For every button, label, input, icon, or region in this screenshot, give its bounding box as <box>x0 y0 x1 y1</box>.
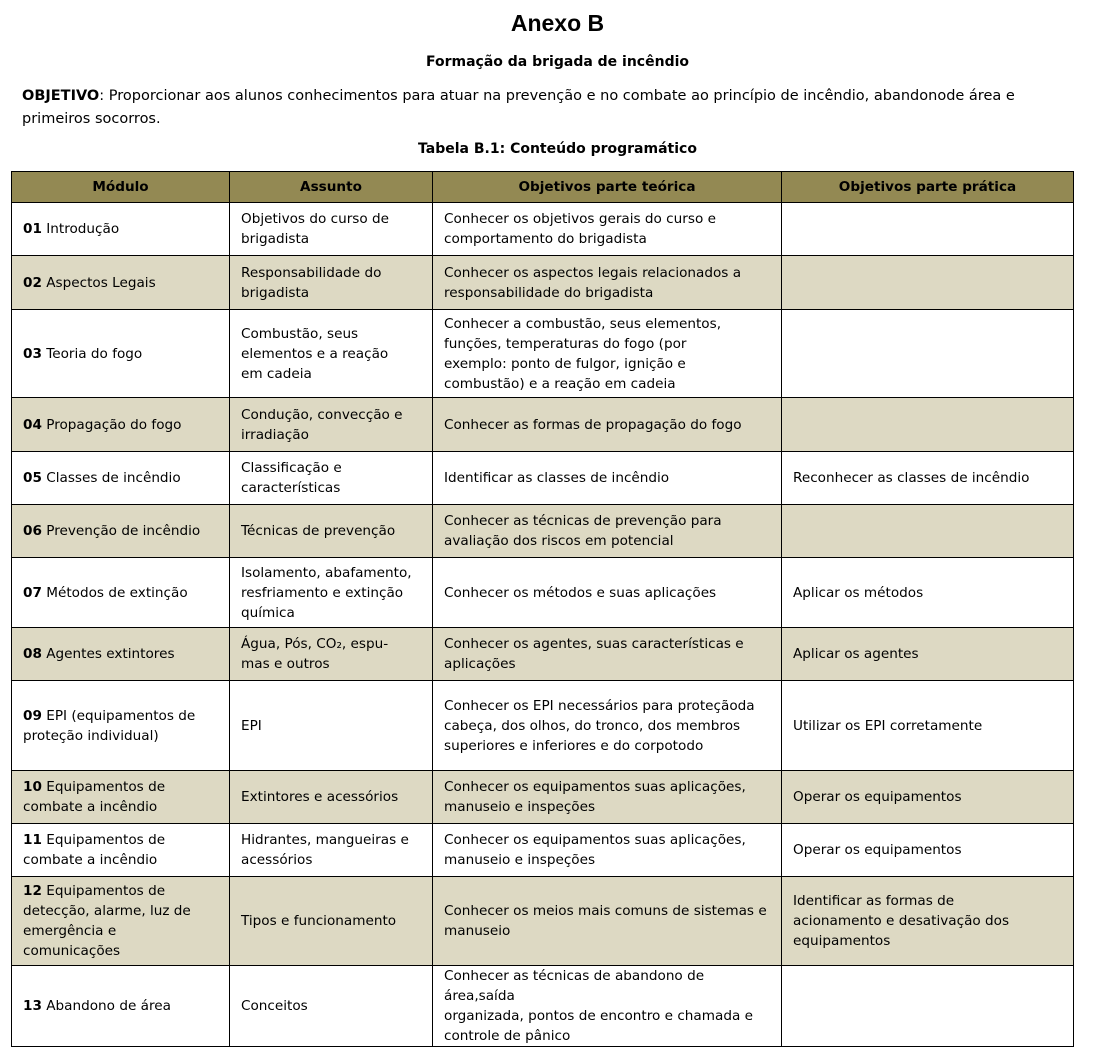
practice-objective-cell <box>782 256 1074 310</box>
theory-objective-cell: Conhecer os objetivos gerais do curso e comportamento do brigadista <box>433 203 782 256</box>
table-row <box>12 558 1074 628</box>
table-row <box>12 966 1074 1047</box>
table-row <box>12 681 1074 771</box>
module-number: 10 <box>23 779 42 795</box>
column-header-practice-objectives: Objetivos parte prática <box>782 172 1074 203</box>
subject-cell: Extintores e acessórios <box>230 771 433 824</box>
theory-objective-cell: Conhecer os agentes, suas características e aplicações <box>433 628 782 681</box>
practice-objective-cell: Utilizar os EPI corretamente <box>782 681 1074 771</box>
practice-objective-cell <box>782 398 1074 452</box>
practice-objective-cell: Reconhecer as classes de incêndio <box>782 452 1074 505</box>
subject-cell: Hidrantes, mangueiras e acessórios <box>230 824 433 877</box>
theory-objective-cell: Conhecer a combustão, seus elementos, funções, temperaturas do fogo (por exemplo: ponto de fulgor, ignição e combustão) e a reação em cadeia <box>433 310 782 398</box>
module-cell <box>12 628 230 681</box>
module-number: 12 <box>23 883 42 899</box>
module-cell <box>12 558 230 628</box>
objective-paragraph <box>22 85 1072 131</box>
subject-cell: Técnicas de prevenção <box>230 505 433 558</box>
subject-cell: Condução, convecção e irradiação <box>230 398 433 452</box>
column-header-theory-objectives: Objetivos parte teórica <box>433 172 782 203</box>
practice-objective-cell: Operar os equipamentos <box>782 824 1074 877</box>
subject-cell: Isolamento, abafamento, resfriamento e extinção química <box>230 558 433 628</box>
theory-objective-cell: Conhecer os EPI necessários para proteçãoda cabeça, dos olhos, do tronco, dos membros superiores e inferiores e do corpotodo <box>433 681 782 771</box>
module-cell <box>12 681 230 771</box>
subject-cell: Responsabilidade do brigadista <box>230 256 433 310</box>
module-name: Equipamentos de combate a incêndio <box>23 779 166 815</box>
module-cell <box>12 452 230 505</box>
module-number: 09 <box>23 707 42 724</box>
module-number: 03 <box>23 345 42 362</box>
module-number: 05 <box>23 470 42 486</box>
practice-objective-cell: Aplicar os métodos <box>782 558 1074 628</box>
subject-cell: Conceitos <box>230 966 433 1047</box>
table-caption: Tabela B.1: Conteúdo programático <box>418 141 697 157</box>
practice-objective-cell <box>782 310 1074 398</box>
document-subtitle: Formação da brigada de incêndio <box>425 54 690 70</box>
module-name: Agentes extintores <box>41 646 175 662</box>
module-name: Métodos de extinção <box>41 584 188 601</box>
module-cell <box>12 398 230 452</box>
table-row <box>12 256 1074 310</box>
syllabus-table <box>11 171 1074 1047</box>
module-cell <box>12 203 230 256</box>
module-cell <box>12 771 230 824</box>
theory-objective-cell: Conhecer as formas de propagação do fogo <box>433 398 782 452</box>
practice-objective-cell: Operar os equipamentos <box>782 771 1074 824</box>
table-header-row <box>12 172 1074 203</box>
practice-objective-cell <box>782 966 1074 1047</box>
objective-text: : Proporcionar aos alunos conhecimentos para atuar na prevenção e no combate ao princípio de incêndio, abandonode área e primeiros socorros. <box>22 88 1015 127</box>
table-row <box>12 398 1074 452</box>
subject-cell: Combustão, seus elementos e a reação em cadeia <box>230 310 433 398</box>
module-number: 11 <box>23 832 42 848</box>
theory-objective-cell: Conhecer os meios mais comuns de sistemas e manuseio <box>433 877 782 966</box>
module-number: 04 <box>23 416 42 433</box>
practice-objective-cell <box>782 505 1074 558</box>
module-name: Propagação do fogo <box>41 416 182 433</box>
module-name: Aspectos Legais <box>41 274 156 291</box>
module-cell <box>12 256 230 310</box>
theory-objective-cell: Conhecer as técnicas de abandono de área,saída organizada, pontos de encontro e chamada e controle de pânico <box>433 966 782 1047</box>
module-number: 01 <box>23 221 42 237</box>
practice-objective-cell: Aplicar os agentes <box>782 628 1074 681</box>
module-number: 06 <box>23 523 42 539</box>
table-row <box>12 877 1074 966</box>
theory-objective-cell: Conhecer os métodos e suas aplicações <box>433 558 782 628</box>
subject-cell: Objetivos do curso de brigadista <box>230 203 433 256</box>
column-header-module: Módulo <box>12 172 230 203</box>
module-cell <box>12 877 230 966</box>
theory-objective-cell: Conhecer as técnicas de prevenção para avaliação dos riscos em potencial <box>433 505 782 558</box>
theory-objective-cell: Conhecer os equipamentos suas aplicações, manuseio e inspeções <box>433 824 782 877</box>
module-name: Abandono de área <box>41 998 171 1014</box>
module-name: Teoria do fogo <box>41 345 143 362</box>
subject-cell: Tipos e funcionamento <box>230 877 433 966</box>
module-cell <box>12 966 230 1047</box>
table-row <box>12 203 1074 256</box>
module-name: Equipamentos de combate a incêndio <box>23 832 166 868</box>
module-number: 13 <box>23 998 42 1014</box>
table-row <box>12 452 1074 505</box>
theory-objective-cell: Conhecer os equipamentos suas aplicações, manuseio e inspeções <box>433 771 782 824</box>
module-number: 02 <box>23 274 42 291</box>
module-name: Introdução <box>41 221 120 237</box>
table-row <box>12 771 1074 824</box>
objective-label: OBJETIVO <box>22 88 100 104</box>
subject-cell: EPI <box>230 681 433 771</box>
subject-cell: Água, Pós, CO₂, espu- mas e outros <box>230 628 433 681</box>
module-name: Classes de incêndio <box>41 470 181 486</box>
subject-cell: Classificação e características <box>230 452 433 505</box>
column-header-subject: Assunto <box>230 172 433 203</box>
module-number: 07 <box>23 584 42 601</box>
module-cell <box>12 310 230 398</box>
table-row <box>12 824 1074 877</box>
theory-objective-cell: Conhecer os aspectos legais relacionados a responsabilidade do brigadista <box>433 256 782 310</box>
table-row <box>12 505 1074 558</box>
table-row <box>12 628 1074 681</box>
table-row <box>12 310 1074 398</box>
table-body <box>12 203 1074 1047</box>
module-name: Prevenção de incêndio <box>41 523 201 539</box>
annex-title: Anexo B <box>510 10 605 36</box>
module-cell <box>12 824 230 877</box>
theory-objective-cell: Identificar as classes de incêndio <box>433 452 782 505</box>
practice-objective-cell: Identificar as formas de acionamento e desativação dos equipamentos <box>782 877 1074 966</box>
module-cell <box>12 505 230 558</box>
practice-objective-cell <box>782 203 1074 256</box>
module-number: 08 <box>23 646 42 662</box>
module-name: EPI (equipamentos de proteção individual) <box>23 707 196 744</box>
module-name: Equipamentos de detecção, alarme, luz de emergência e comunicações <box>23 883 191 959</box>
